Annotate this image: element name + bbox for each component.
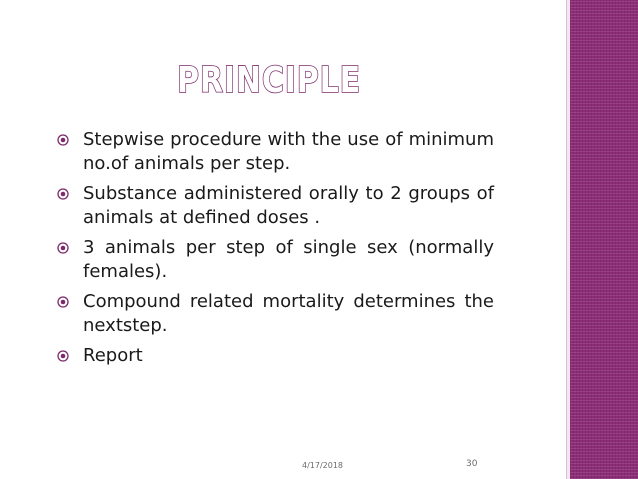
list-item [56,182,494,230]
bullet-text: Substance administered orally to 2 groups of animals at defined doses . [83,183,494,228]
list-item [56,290,494,338]
bullet-text: 3 animals per step of single sex (normally females). [83,237,494,282]
bullet-text: Report [83,345,143,366]
circled-dot-icon [57,134,69,146]
decorative-side-band [570,0,638,479]
list-item [56,236,494,284]
bullet-list [56,128,494,374]
footer-date: 4/17/2018 [302,461,344,470]
slide-title-graphic [175,58,365,102]
bullet-text: Stepwise procedure with the use of minimum no.of animals per step. [83,129,494,174]
slide-title [175,58,365,102]
bullet-text: Compound related mortality determines the nextstep. [83,291,494,336]
slide-title-text: PRINCIPLE [177,60,361,101]
list-item [56,128,494,176]
list-item [56,344,494,368]
circled-dot-icon [57,350,69,362]
circled-dot-icon [57,188,69,200]
page-number: 30 [466,459,478,469]
circled-dot-icon [57,242,69,254]
circled-dot-icon [57,296,69,308]
